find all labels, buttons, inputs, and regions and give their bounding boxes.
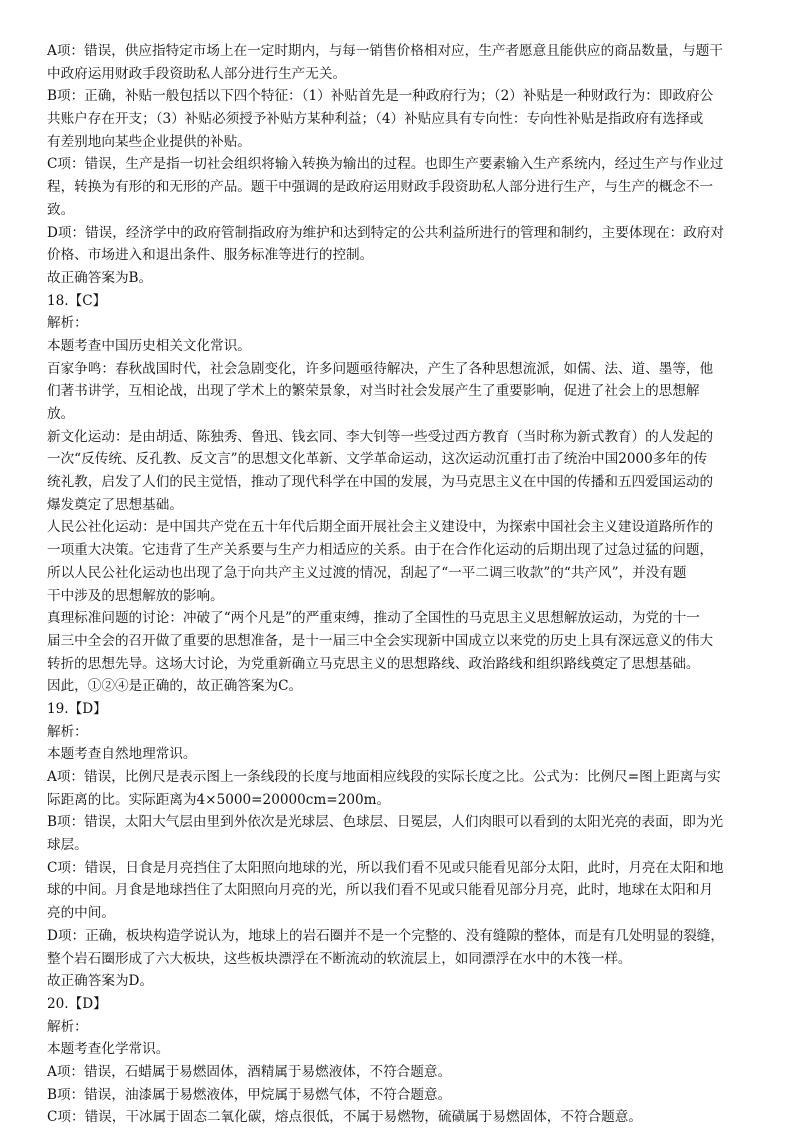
text-line: 有差别地向某些企业提供的补贴。	[47, 133, 251, 150]
text-line: 际距离的比。实际距离为4×5000=20000cm=200m。	[47, 791, 391, 808]
text-line: 球层。	[47, 837, 88, 854]
text-line: 本题考查化学常识。	[47, 1041, 170, 1058]
text-line: 本题考查中国历史相关文化常识。	[47, 337, 251, 354]
text-line: 程，转换为有形的和无形的产品。题干中强调的是政府运用财政手段资助私人部分进行生产，与生产的概念不一	[47, 179, 714, 196]
text-line: D项：错误，经济学中的政府管制指政府为维护和达到特定的公共利益所进行的管理和制约，主要体现在：政府对	[47, 224, 724, 241]
text-line: 爆发奠定了思想基础。	[47, 496, 183, 513]
text-line: B项：错误，太阳大气层由里到外依次是光球层、色球层、日冕层，人们肉眼可以看到的太阳光亮的表面，即为光	[47, 814, 724, 831]
text-line: 统礼教，启发了人们的民主觉悟，推动了现代科学在中国的发展，为马克思主义在中国的传播和五四爱国运动的	[47, 474, 714, 491]
text-line: 所以人民公社化运动也出现了急于向共产主义过渡的情况，刮起了“一平二调三收款”的“共产风”，并没有题	[47, 564, 687, 581]
text-line: A项：错误，供应指特定市场上在一定时期内，与每一销售价格相对应，生产者愿意且能供应的商品数量，与题干	[47, 43, 723, 59]
text-line: 价格、市场进入和退出条件、服务标准等进行的控制。	[47, 247, 374, 264]
text-line: A项：错误，石蜡属于易燃固体，酒精属于易燃液体，不符合题意。	[47, 1063, 452, 1080]
text-line: C项：错误，日食是月亮挡住了太阳照向地球的光，所以我们看不见或只能看见部分太阳，此时，月亮在太阳和地	[47, 859, 724, 876]
text-line: 因此，①②④是正确的，故正确答案为C。	[47, 678, 303, 695]
text-line: A项：错误，比例尺是表示图上一条线段的长度与地面相应线段的实际长度之比。公式为：比例尺=图上距离与实	[47, 769, 721, 785]
text-line: 新文化运动：是由胡适、陈独秀、鲁迅、钱玄同、李大钊等一些受过西方教育（当时称为新式教育）的人发起的	[47, 428, 714, 445]
text-line: 亮的中间。	[47, 905, 115, 922]
document-body	[47, 40, 763, 1129]
text-line: 一项重大决策。它违背了生产关系要与生产力相适应的关系。由于在合作化运动的后期出现了过急过猛的问题，	[47, 542, 714, 559]
text-line: 一次“反传统、反孔教、反文言”的思想文化革新、文学革命运动，这次运动沉重打击了统治中国2000多年的传	[47, 451, 708, 468]
text-line: 致。	[47, 201, 75, 218]
text-line: 届三中全会的召开做了重要的思想准备，是十一届三中全会实现新中国成立以来党的历史上具有深远意义的伟大	[47, 632, 714, 649]
text-line: 20.【D】	[47, 995, 107, 1012]
text-line: D项：正确，板块构造学说认为，地球上的岩石圈并不是一个完整的、没有缝隙的整体，而是有几处明显的裂缝，	[47, 927, 724, 944]
text-line: 解析：	[47, 1018, 88, 1035]
text-line: 解析：	[47, 315, 88, 332]
text-line: 们著书讲学，互相论战，出现了学术上的繁荣景象，对当时社会发展产生了重要影响，促进了社会上的思想解	[47, 383, 700, 400]
text-line: 人民公社化运动：是中国共产党在五十年代后期全面开展社会主义建设中，为探索中国社会主义建设道路所作的	[47, 519, 714, 536]
text-line: 放。	[47, 406, 75, 422]
text-line: 解析：	[47, 723, 88, 740]
text-line: C项：错误，干冰属于固态二氧化碳，熔点很低，不属于易燃物，硫磺属于易燃固体，不符合题意。	[47, 1109, 642, 1126]
text-line: 19.【D】	[47, 700, 107, 717]
text-line: C项：错误，生产是指一切社会组织将输入转换为输出的过程。也即生产要素输入生产系统内，经过生产与作业过	[47, 156, 724, 173]
text-line: 干中涉及的思想解放的影响。	[47, 587, 224, 604]
text-line: 球的中间。月食是地球挡住了太阳照向月亮的光，所以我们看不见或只能看见部分月亮，此时，地球在太阳和月	[47, 882, 714, 899]
text-line: 整个岩石圈形成了六大板块，这些板块漂浮在不断流动的软流层上，如同漂浮在水中的木筏一样。	[47, 950, 632, 967]
text-line: 本题考查自然地理常识。	[47, 746, 197, 763]
text-line: 共账户存在开支；（3）补贴必须授予补贴方某种利益；（4）补贴应具有专向性：专向性补贴是指政府有选择或	[47, 111, 704, 128]
text-line: B项：正确，补贴一般包括以下四个特征：（1）补贴首先是一种政府行为；（2）补贴是一种财政行为：即政府公	[47, 88, 714, 105]
text-line: 中政府运用财政手段资助私人部分进行生产无关。	[47, 65, 347, 82]
text-line: B项：错误，油漆属于易燃液体，甲烷属于易燃气体，不符合题意。	[47, 1086, 452, 1103]
text-line: 18.【C】	[47, 292, 107, 309]
text-line: 转折的思想先导。这场大讨论，为党重新确立马克思主义的思想路线、政治路线和组织路线奠定了思想基础。	[47, 655, 700, 672]
text-line: 故正确答案为D。	[47, 973, 154, 990]
text-line: 故正确答案为B。	[47, 269, 153, 286]
text-line: 真理标准问题的讨论：冲破了“两个凡是”的严重束缚，推动了全国性的马克思主义思想解放运动，为党的十一	[47, 610, 700, 627]
text-line: 百家争鸣：春秋战国时代，社会急剧变化，许多问题亟待解决，产生了各种思想流派，如儒、法、道、墨等，他	[47, 360, 714, 377]
